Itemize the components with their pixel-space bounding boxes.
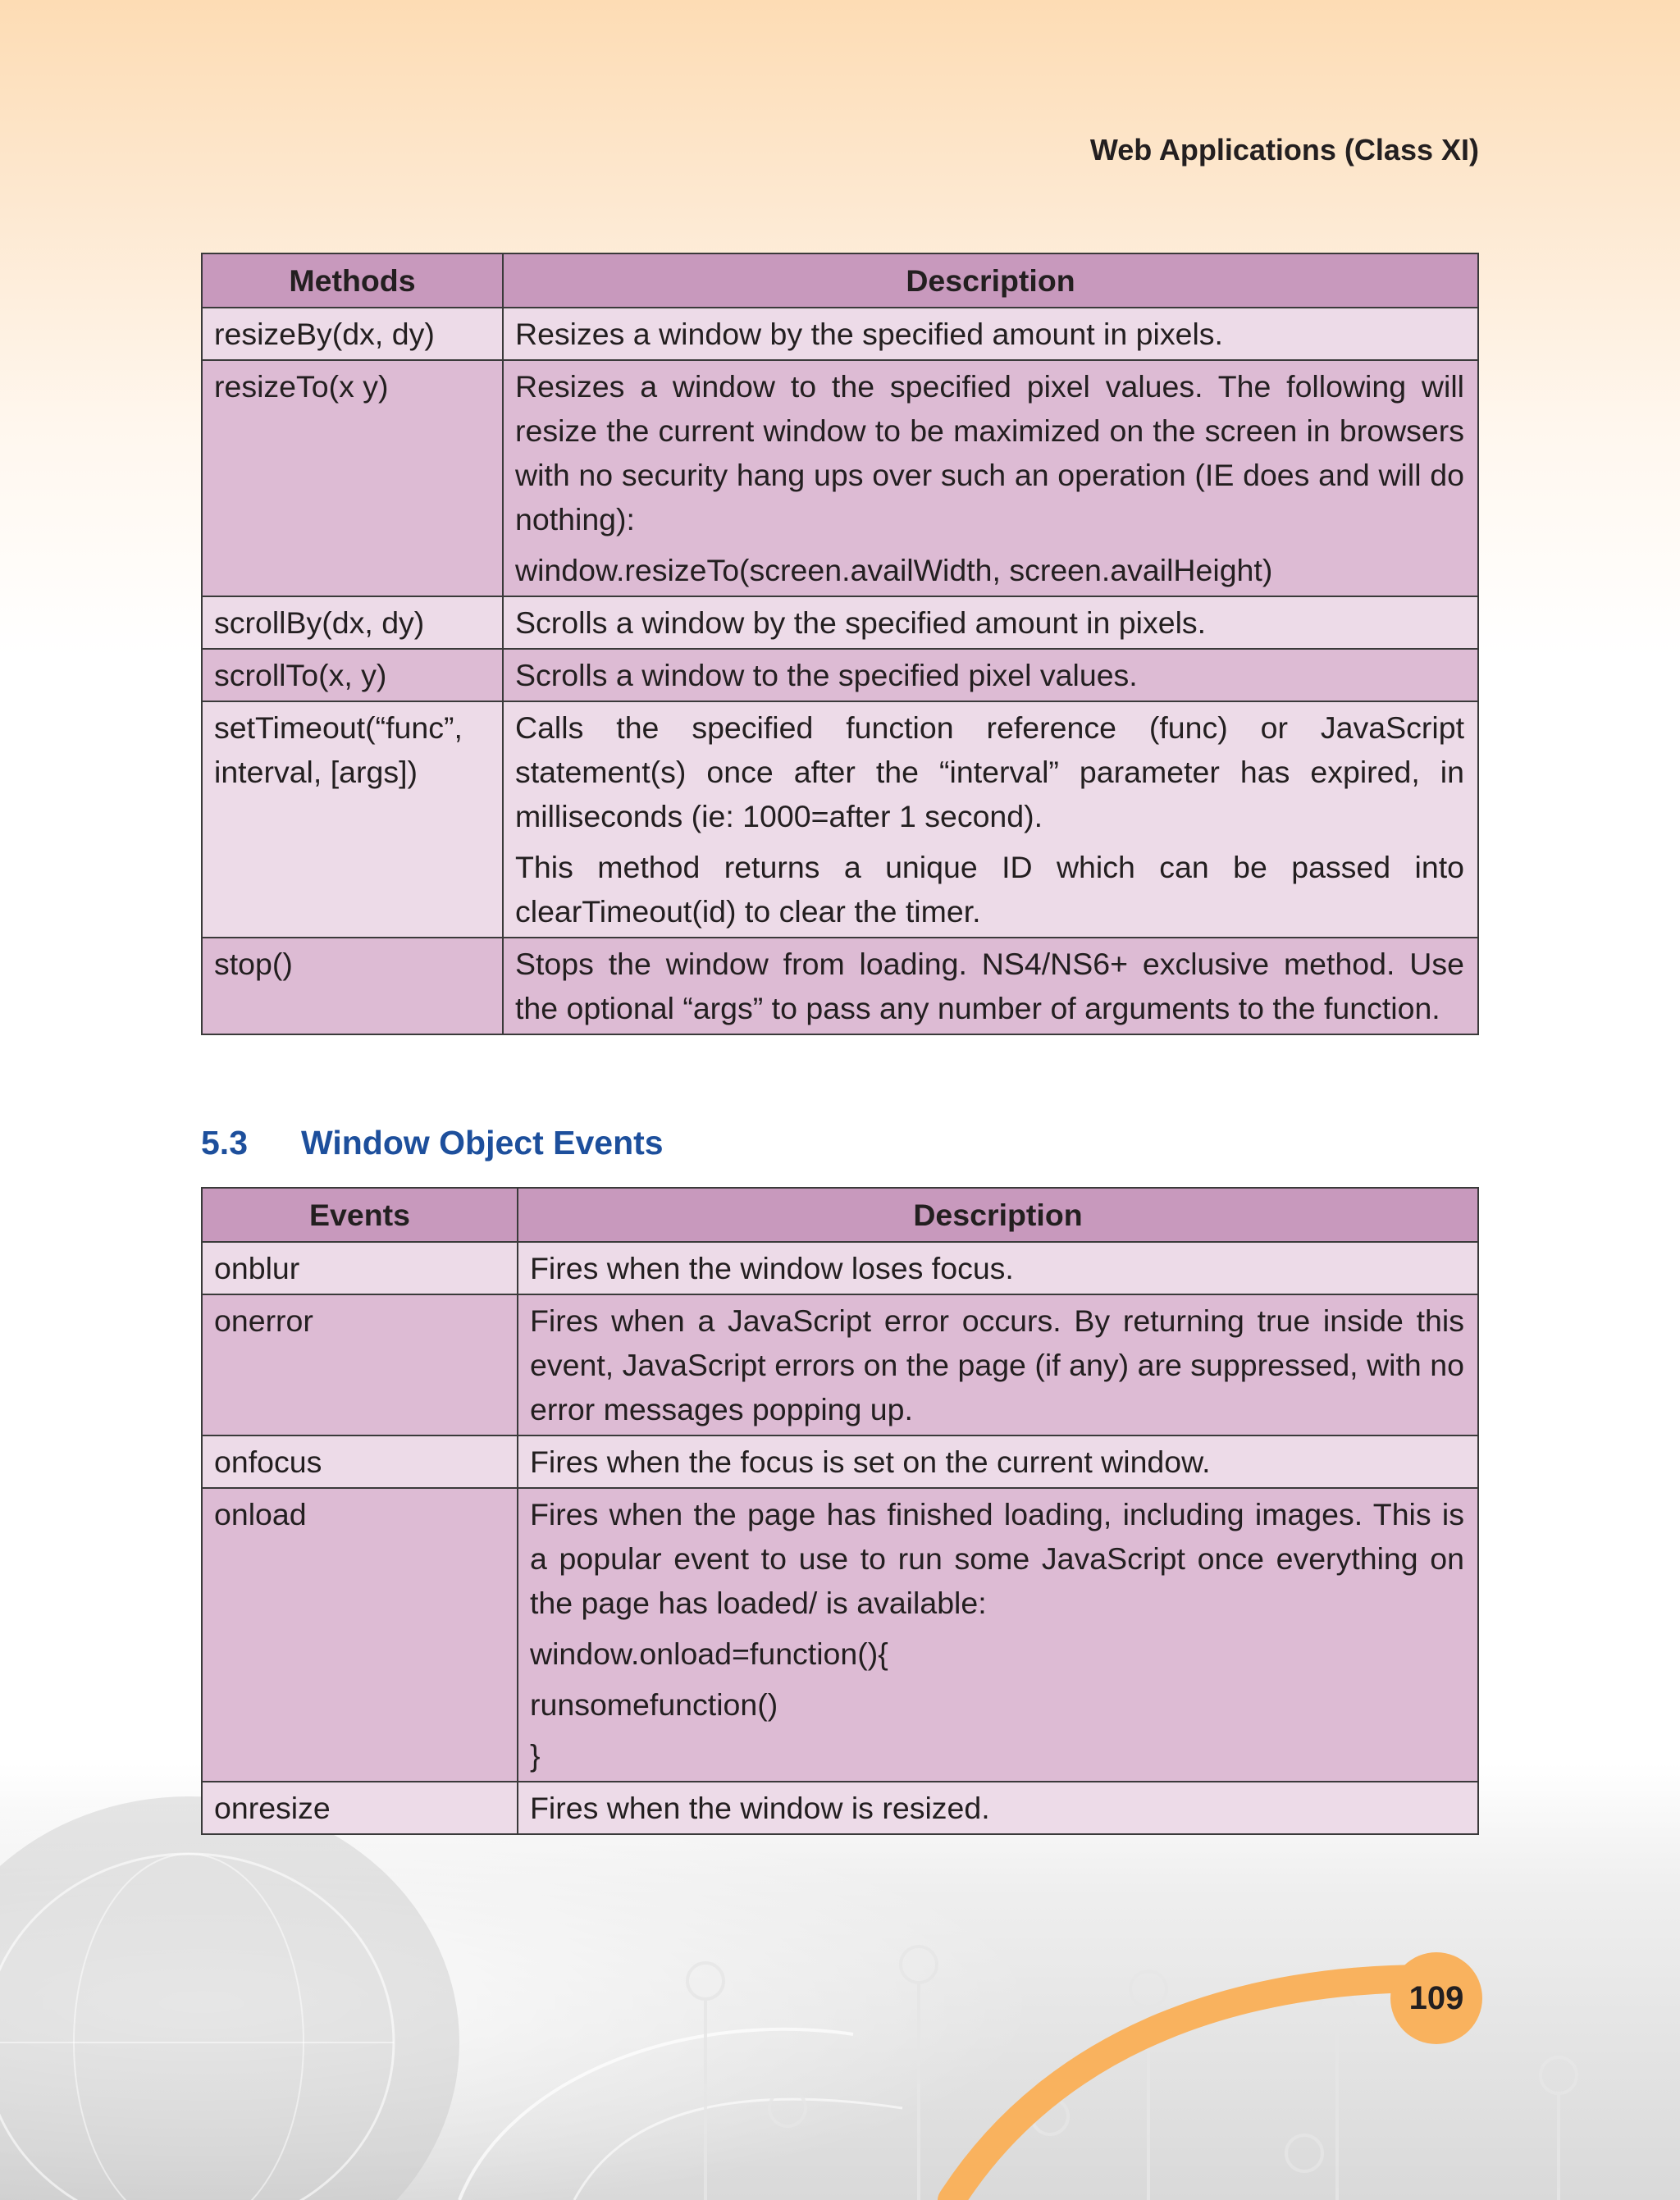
section-title: Window Object Events (301, 1124, 664, 1162)
method-description: Scrolls a window by the specified amount in pixels. (503, 596, 1478, 649)
column-header-events: Events (202, 1188, 518, 1242)
methods-table (201, 253, 1479, 1035)
code-line: window.onload=function(){ (530, 1636, 888, 1671)
running-header: Web Applications (Class XI) (1089, 133, 1479, 167)
table-header-row (202, 1188, 1478, 1242)
method-description: Resizes a window by the specified amount in pixels. (503, 308, 1478, 360)
method-name: resizeTo(x y) (202, 360, 503, 596)
event-description: Fires when the focus is set on the current window. (518, 1435, 1478, 1488)
table-row (202, 308, 1478, 360)
method-description: Calls the specified function reference (func) or JavaScript statement(s) once after the “interval” parameter has expired, in milliseconds (ie: 1000=after 1 second). This method returns a unique ID which can be passed into clearTimeout(id) to clear the timer. (503, 701, 1478, 938)
code-line: window.resizeTo(screen.availWidth, screen.availHeight) (515, 553, 1273, 587)
event-description: Fires when a JavaScript error occurs. By returning true inside this event, JavaScript errors on the page (if any) are suppressed, with no error messages popping up. (518, 1294, 1478, 1435)
table-header-row (202, 253, 1478, 308)
table-row (202, 596, 1478, 649)
table-row (202, 1782, 1478, 1834)
method-description: Stops the window from loading. NS4/NS6+ exclusive method. Use the optional “args” to pass any number of arguments to the function. (503, 938, 1478, 1034)
method-name: stop() (202, 938, 503, 1034)
method-name: scrollBy(dx, dy) (202, 596, 503, 649)
event-name: onerror (202, 1294, 518, 1435)
table-row (202, 1435, 1478, 1488)
column-header-description: Description (518, 1188, 1478, 1242)
table-row (202, 649, 1478, 701)
event-name: onload (202, 1488, 518, 1782)
event-name: onfocus (202, 1435, 518, 1488)
code-line: } (530, 1738, 541, 1773)
event-name: onresize (202, 1782, 518, 1834)
event-name: onblur (202, 1242, 518, 1294)
table-row (202, 1488, 1478, 1782)
table-row (202, 938, 1478, 1034)
table-row (202, 1294, 1478, 1435)
column-header-methods: Methods (202, 253, 503, 308)
events-table (201, 1187, 1479, 1835)
column-header-description: Description (503, 253, 1478, 308)
section-heading (201, 1124, 664, 1162)
table-row (202, 1242, 1478, 1294)
method-name: resizeBy(dx, dy) (202, 308, 503, 360)
section-number: 5.3 (201, 1124, 248, 1162)
method-name: setTimeout(“func”, interval, [args]) (202, 701, 503, 938)
table-row (202, 360, 1478, 596)
page-number-badge: 109 (1390, 1952, 1482, 2044)
code-line: runsomefunction() (530, 1687, 778, 1722)
method-description: Resizes a window to the specified pixel values. The following will resize the current window to be maximized on the screen in browsers with no security hang ups over such an operation (IE does and will do nothing): window.resizeTo(screen.availWidth, screen.availHeight) (503, 360, 1478, 596)
event-description: Fires when the window is resized. (518, 1782, 1478, 1834)
method-name: scrollTo(x, y) (202, 649, 503, 701)
table-row (202, 701, 1478, 938)
method-description: Scrolls a window to the specified pixel values. (503, 649, 1478, 701)
event-description: Fires when the page has finished loading, including images. This is a popular event to use to run some JavaScript once everything on the page has loaded/ is available: window.onload=function(){ runsomefunction() } (518, 1488, 1478, 1782)
event-description: Fires when the window loses focus. (518, 1242, 1478, 1294)
